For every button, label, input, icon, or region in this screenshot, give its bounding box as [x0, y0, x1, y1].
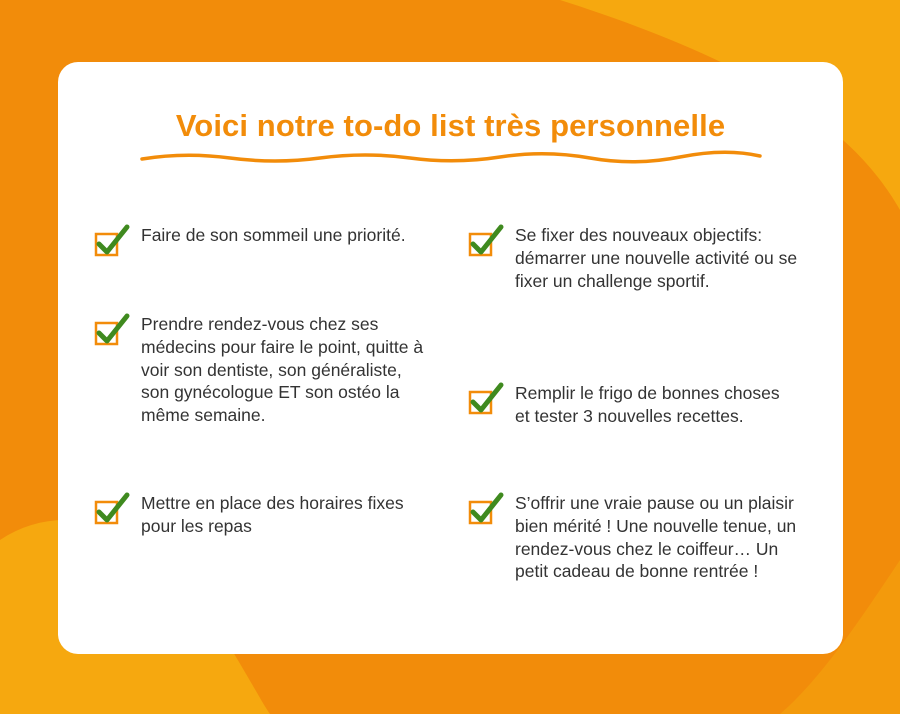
- todo-item-text: Prendre rendez-vous chez ses médecins pour faire le point, quitte à voir son dentiste, son généraliste, son gynécologue ET son ostéo la même semaine.: [141, 314, 424, 426]
- todo-item-text: Mettre en place des horaires fixes pour les repas: [141, 493, 404, 536]
- todo-item-text: Remplir le frigo de bonnes choses et tester 3 nouvelles recettes.: [515, 383, 780, 426]
- checkbox-checked-icon: [94, 313, 130, 347]
- checkbox-checked-icon: [94, 224, 130, 258]
- checkbox-checked-icon: [94, 492, 130, 526]
- wavy-underline: [140, 150, 762, 166]
- page-title: Voici notre to-do list très personnelle: [175, 108, 726, 143]
- checkbox-checked-icon: [468, 492, 504, 526]
- checkbox-checked-icon: [468, 224, 504, 258]
- checkbox-checked-icon: [468, 382, 504, 416]
- todo-item-text: Faire de son sommeil une priorité.: [141, 225, 406, 245]
- todo-item-text: S’offrir une vraie pause ou un plaisir bien mérité ! Une nouvelle tenue, un rendez-vous chez le coiffeur… Un petit cadeau de bonne rentrée !: [515, 493, 797, 582]
- todo-item-text: Se fixer des nouveaux objectifs: démarrer une nouvelle activité ou se fixer un challenge sportif.: [515, 225, 798, 291]
- todo-card: [58, 62, 843, 654]
